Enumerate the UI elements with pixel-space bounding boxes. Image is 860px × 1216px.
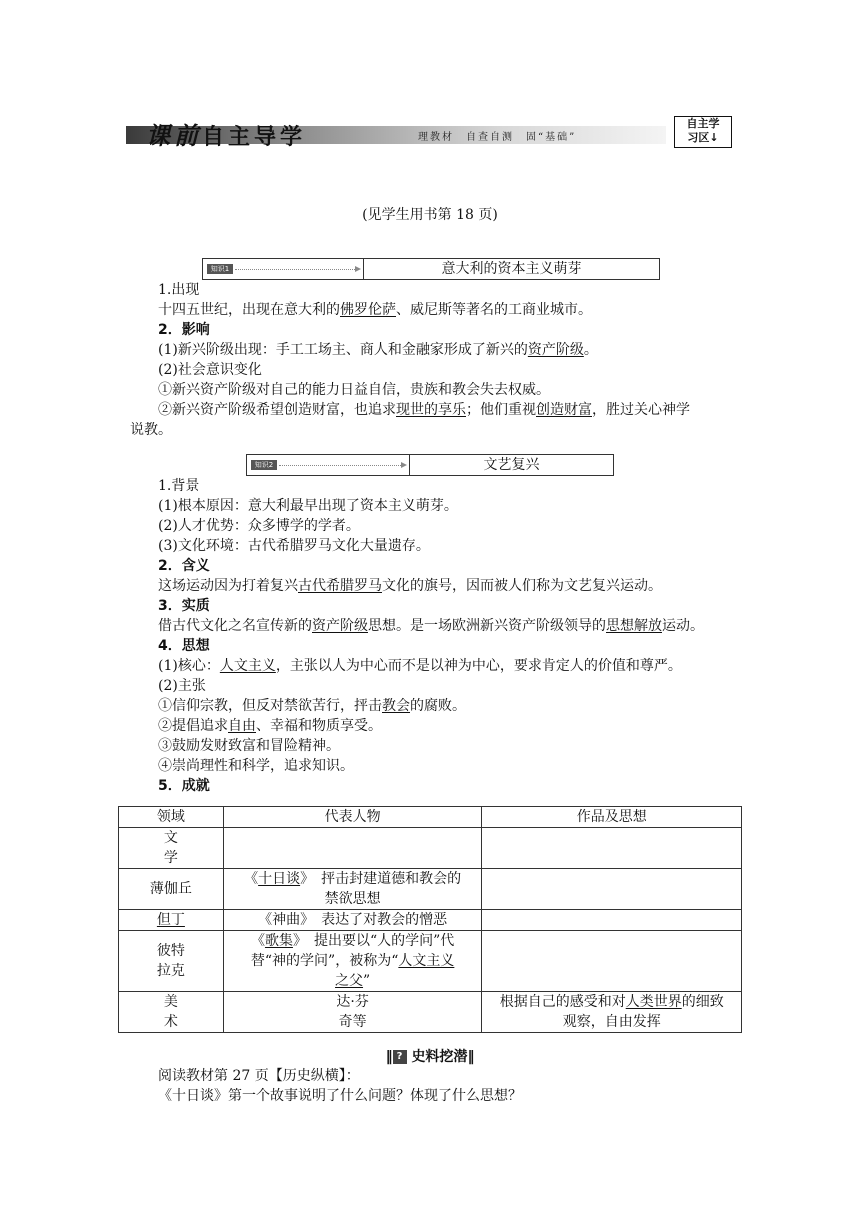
text-segment: (1)根本原因：意大利最早出现了资本主义萌芽。 (158, 498, 458, 514)
text-line (158, 496, 458, 516)
text-segment: 达·芬 (336, 994, 369, 1010)
text-segment: 奇等 (338, 1014, 367, 1030)
historical-material-title: 史料挖潜 (411, 1049, 468, 1065)
text-segment: 观察，自由发挥 (562, 1014, 661, 1030)
cell-line (123, 879, 219, 899)
self-study-box (674, 116, 732, 148)
text-line (158, 280, 199, 300)
cell-line (228, 971, 478, 991)
text-line (158, 340, 598, 360)
cell-line (228, 910, 478, 930)
cell-line (123, 941, 219, 961)
text-line (158, 616, 704, 636)
knowledge1-tag (203, 259, 364, 279)
text-segment: 借古代文化之名宣传新的 (158, 618, 312, 634)
answer-underlined: 歌集 (264, 933, 293, 949)
text-segment: 这场运动因为打着复兴 (158, 578, 298, 594)
text-segment: 》 抨击封建道德和教会的 (300, 871, 462, 887)
text-segment: 《 (250, 933, 265, 949)
text-line (158, 716, 382, 736)
text-line (158, 756, 354, 776)
text-segment: 《十日谈》第一个故事说明了什么问题？体现了什么思想？ (158, 1088, 522, 1104)
text-line (158, 536, 430, 556)
table-cell (223, 869, 482, 910)
arrow-icon (279, 465, 401, 466)
table-cell (119, 869, 224, 910)
text-line (158, 516, 360, 536)
text-line (158, 696, 466, 716)
table-header-row (119, 807, 742, 828)
self-study-box-line2: 习区↓ (687, 131, 719, 144)
subheading: 2．影响 (158, 322, 210, 338)
text-segment: (2)社会意识变化 (158, 362, 262, 378)
table-cell (223, 910, 482, 931)
text-segment: 思想。是一场欧洲新兴资产阶级领导的 (368, 618, 606, 634)
text-segment: 、威尼斯等著名的工商业城市。 (396, 302, 592, 318)
table-header-cell: 领域 (119, 807, 224, 828)
answer-underlined: 人文主义 (219, 658, 276, 674)
knowledge2-title: 文艺复兴 (483, 457, 540, 473)
text-line (158, 636, 210, 656)
question-icon: ? (393, 1050, 407, 1064)
answer-underlined: 但丁 (156, 912, 185, 928)
text-segment: ③鼓励发财致富和冒险精神。 (158, 738, 340, 754)
text-segment: 十四五世纪，出现在意大利的 (158, 302, 340, 318)
table-cell (119, 992, 224, 1033)
text-segment: 》 提出要以“人的学问”代 (292, 933, 455, 949)
text-segment: (2)人才优势：众多博学的学者。 (158, 518, 360, 534)
table-cell (482, 910, 742, 931)
table-row (119, 992, 742, 1033)
cell-line (228, 951, 478, 971)
text-segment: (2)主张 (158, 678, 206, 694)
text-line (158, 400, 690, 420)
text-segment: 说教。 (130, 422, 172, 438)
page-reference: (见学生用书第 18 页) (362, 207, 498, 223)
answer-underlined: 教会 (382, 698, 410, 714)
text-segment: 阅读教材第 27 页【历史纵横】： (158, 1068, 360, 1084)
table-cell (119, 828, 224, 869)
text-segment: (3)文化环境：古代希腊罗马文化大量遗存。 (158, 538, 430, 554)
banner-subtitle: 理教材 自查自测 固“基础” (418, 132, 577, 143)
banner-title-rest: 自主导学 (202, 125, 307, 150)
answer-underlined: 自由 (228, 718, 256, 734)
achievements-table-body (119, 807, 742, 1033)
text-segment: 的细致 (681, 994, 724, 1010)
cell-line (228, 931, 478, 951)
text-segment: 彼特 (156, 943, 185, 959)
section-banner (126, 116, 734, 148)
text-segment: 1.背景 (158, 478, 200, 494)
text-segment: 《 (244, 871, 259, 887)
table-row (119, 910, 742, 931)
text-line (158, 380, 550, 400)
historical-material-heading: ‖ ? 史料挖潜‖ (385, 1049, 475, 1065)
text-segment: 禁欲思想 (324, 891, 381, 907)
text-segment: (1)核心： (158, 658, 220, 674)
table-cell (119, 910, 224, 931)
table-cell (482, 869, 742, 910)
text-line (158, 1086, 522, 1106)
knowledge1-tag-label: 知识1 (207, 264, 233, 274)
achievements-table (118, 806, 742, 1033)
answer-underlined: 思想解放 (606, 618, 662, 634)
text-segment: 1.出现 (158, 282, 200, 298)
text-line (158, 476, 199, 496)
text-segment: 的腐败。 (410, 698, 466, 714)
answer-underlined: 古代希腊罗马 (298, 578, 382, 594)
text-line (158, 1066, 360, 1086)
text-line (158, 776, 210, 796)
cell-line (228, 889, 478, 909)
subheading: 5．成就 (158, 778, 210, 794)
self-study-box-line1: 自主学 (686, 117, 720, 130)
table-cell (223, 931, 482, 992)
text-line (158, 656, 682, 676)
text-segment: 、幸福和物质享受。 (256, 718, 382, 734)
text-segment: 运动。 (662, 618, 704, 634)
text-segment: ④崇尚理性和科学，追求知识。 (158, 758, 354, 774)
answer-underlined: 佛罗伦萨 (340, 302, 396, 318)
table-row (119, 931, 742, 992)
text-segment: 《神曲》 表达了对教会的憎恶 (258, 912, 448, 928)
cell-line (486, 992, 737, 1012)
knowledge2-tag (247, 455, 410, 475)
cell-line (123, 910, 219, 930)
table-cell (482, 992, 742, 1033)
text-line (158, 596, 210, 616)
cell-line (123, 848, 219, 868)
text-line (130, 420, 172, 440)
text-segment: 。 (583, 342, 598, 358)
table-cell (482, 931, 742, 992)
table-cell (119, 931, 224, 992)
text-line (158, 736, 340, 756)
text-segment: ①信仰宗教，但反对禁欲苦行，抨击 (158, 698, 382, 714)
cell-line (228, 1012, 478, 1032)
knowledge1-title: 意大利的资本主义萌芽 (441, 261, 582, 277)
answer-underlined: 创造财富 (536, 402, 592, 418)
knowledge2-tag-label: 知识2 (251, 460, 277, 470)
answer-underlined: 人文主义 (398, 953, 455, 969)
text-segment: 术 (163, 1014, 178, 1030)
cell-line (486, 1012, 737, 1032)
text-segment: ；他们重视 (466, 402, 536, 418)
table-header-cell: 代表人物 (223, 807, 482, 828)
text-segment: 替“神的学问”，被称为“ (250, 953, 399, 969)
text-line (158, 320, 210, 340)
table-row (119, 828, 742, 869)
table-cell (482, 828, 742, 869)
arrow-icon (235, 269, 355, 270)
cell-line (228, 869, 478, 889)
text-segment: ②提倡追求 (158, 718, 228, 734)
text-line (158, 676, 206, 696)
answer-underlined: 人类世界 (625, 994, 682, 1010)
text-segment: ②新兴资产阶级希望创造财富，也追求 (158, 402, 396, 418)
answer-underlined: 现世的享乐 (396, 402, 466, 418)
cell-line (228, 992, 478, 1012)
subheading: 3．实质 (158, 598, 210, 614)
cell-line (123, 1012, 219, 1032)
text-line (158, 300, 592, 320)
text-segment: 拉克 (156, 963, 185, 979)
table-row (119, 869, 742, 910)
banner-title (146, 116, 306, 151)
table-cell (223, 828, 482, 869)
text-segment: 文 (163, 830, 178, 846)
text-line (158, 556, 210, 576)
text-line (158, 576, 662, 596)
text-segment: ，胜过关心神学 (592, 402, 690, 418)
text-segment: 学 (163, 850, 178, 866)
text-segment: ①新兴资产阶级对自己的能力日益自信，贵族和教会失去权威。 (158, 382, 550, 398)
answer-underlined: 资产阶级 (527, 342, 584, 358)
subheading: 2．含义 (158, 558, 210, 574)
text-segment: 美 (163, 994, 178, 1010)
answer-underlined: 资产阶级 (312, 618, 368, 634)
text-segment: 文化的旗号，因而被人们称为文艺复兴运动。 (382, 578, 662, 594)
table-cell (223, 992, 482, 1033)
banner-title-big: 课前 (146, 122, 202, 150)
cell-line (123, 992, 219, 1012)
text-line (158, 360, 262, 380)
text-segment: (1)新兴阶级出现：手工工场主、商人和金融家形成了新兴的 (158, 342, 528, 358)
text-segment: 根据自己的感受和对 (499, 994, 626, 1010)
answer-underlined: 之父 (335, 973, 364, 989)
cell-line (123, 961, 219, 981)
cell-line (123, 828, 219, 848)
table-header-cell: 作品及思想 (482, 807, 742, 828)
knowledge2-header (246, 454, 614, 476)
answer-underlined: 十日谈 (258, 871, 301, 887)
text-segment: ，主张以人为中心而不是以神为中心，要求肯定人的价值和尊严。 (275, 658, 682, 674)
text-segment: ” (363, 973, 371, 989)
knowledge1-header (202, 258, 660, 280)
subheading: 4．思想 (158, 638, 210, 654)
text-segment: 薄伽丘 (149, 881, 192, 897)
